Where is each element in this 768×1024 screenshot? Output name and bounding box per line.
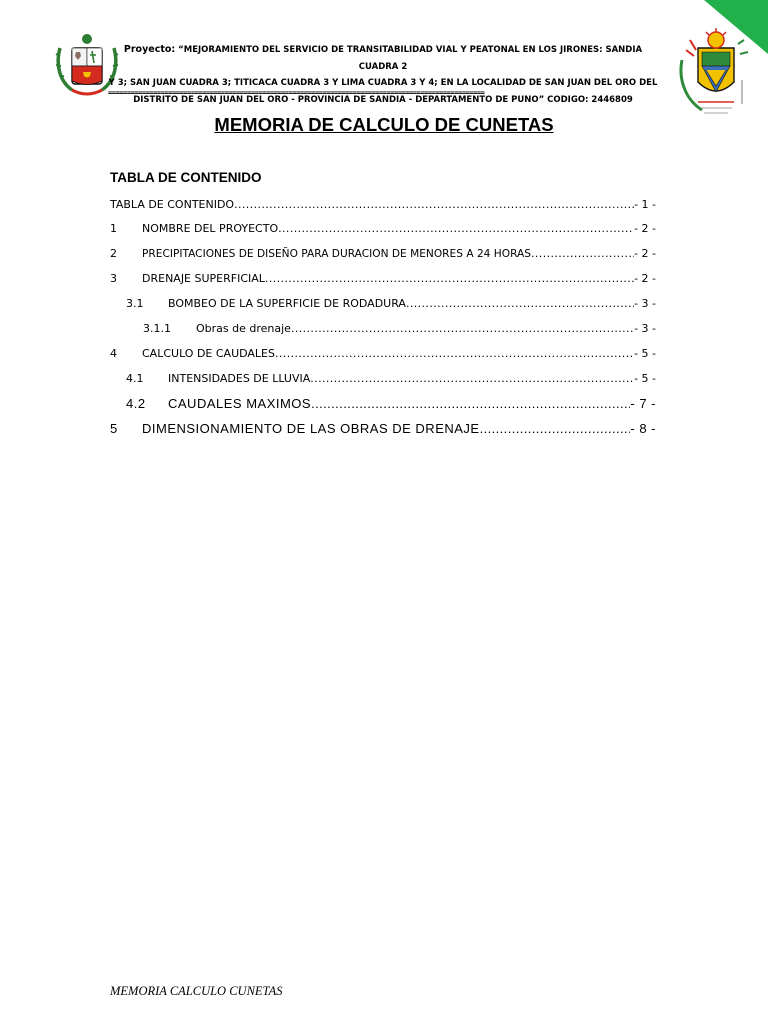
project-line-3: DISTRITO DE SAN JUAN DEL ORO - PROVINCIA DE SANDIA - DEPARTAMENTO DE PUNO” CODIGO: 2446809	[133, 94, 633, 105]
toc-entry-label: BOMBEO DE LA SUPERFICIE DE RODADURA	[168, 297, 406, 310]
toc-page-number: - 5 -	[634, 347, 656, 360]
toc-entry-number: 4	[110, 347, 117, 360]
toc-entry-label: INTENSIDADES DE LLUVIA	[168, 372, 311, 385]
toc-entry-label: CALCULO DE CAUDALES	[142, 347, 275, 360]
toc-entry-label: NOMBRE DEL PROYECTO	[142, 222, 279, 235]
toc-page-number: - 5 -	[634, 372, 656, 385]
toc-entry-calculo-de-caudales[interactable]	[110, 347, 656, 367]
dot-leader	[310, 372, 634, 385]
toc-page-number: - 3 -	[634, 297, 656, 310]
dot-leader	[234, 198, 634, 211]
toc-heading: TABLA DE CONTENIDO	[110, 170, 262, 185]
toc-entry-label: DIMENSIONAMIENTO DE LAS OBRAS DE DRENAJE	[142, 421, 480, 436]
toc-entry-number: 2	[110, 247, 117, 260]
toc-entry-intensidades-de-lluvia[interactable]	[126, 372, 656, 392]
project-line-1: “MEJORAMIENTO DEL SERVICIO DE TRANSITABILIDAD VIAL Y PEATONAL EN LOS JIRONES: SANDIA CUADRA 2	[178, 45, 643, 72]
dot-leader	[311, 396, 630, 411]
toc-page-number: - 8 -	[630, 421, 656, 436]
dot-leader	[291, 322, 634, 335]
toc-page-number: - 7 -	[630, 396, 656, 411]
dot-leader	[406, 297, 634, 310]
project-header	[108, 42, 658, 108]
toc-entry-number: 3.1	[126, 297, 144, 310]
municipality-seal-logo	[676, 20, 756, 120]
document-title: MEMORIA DE CALCULO DE CUNETAS	[214, 114, 554, 135]
project-label: Proyecto:	[123, 44, 176, 55]
toc-page-number: - 2 -	[634, 247, 656, 260]
toc-entry-number: 3.1.1	[143, 322, 171, 335]
toc-entry-label: CAUDALES MAXIMOS	[168, 396, 312, 411]
toc-entry-number: 4.1	[126, 372, 144, 385]
toc-page-number: - 2 -	[634, 222, 656, 235]
toc-entry-label: TABLA DE CONTENIDO	[110, 198, 235, 211]
toc-entry-bombeo[interactable]	[126, 297, 656, 317]
toc-entry-label: Obras de drenaje	[196, 322, 291, 335]
dot-leader	[480, 421, 631, 436]
toc-entry-label: DRENAJE SUPERFICIAL	[142, 272, 265, 285]
toc-entry-precipitaciones[interactable]	[110, 247, 656, 267]
toc-page-number: - 1 -	[634, 198, 656, 211]
toc-entry-nombre-del-proyecto[interactable]	[110, 222, 656, 242]
toc-entry-dimensionamiento[interactable]	[110, 421, 656, 441]
header-rule: ====================================================================================================	[108, 89, 485, 97]
dot-leader	[275, 347, 634, 360]
toc-entry-number: 4.2	[126, 396, 146, 411]
toc-page-number: - 3 -	[634, 322, 656, 335]
dot-leader	[531, 247, 634, 260]
toc-entry-number: 5	[110, 421, 118, 436]
page-footer: MEMORIA CALCULO CUNETAS	[110, 984, 283, 998]
toc-entry-number: 3	[110, 272, 117, 285]
toc-entry-tabla-de-contenido[interactable]	[110, 198, 656, 218]
project-line-2: Y 3; SAN JUAN CUADRA 3; TITICACA CUADRA 3 Y LIMA CUADRA 3 Y 4; EN LA LOCALIDAD DE SAN JUAN DEL ORO DEL	[108, 78, 658, 88]
dot-leader	[278, 222, 634, 235]
dot-leader	[265, 272, 634, 285]
toc-page-number: - 2 -	[634, 272, 656, 285]
toc-entry-caudales-maximos[interactable]	[126, 396, 656, 416]
toc-entry-obras-de-drenaje[interactable]	[143, 322, 656, 342]
toc-entry-number: 1	[110, 222, 117, 235]
toc-entry-drenaje-superficial[interactable]	[110, 272, 656, 292]
toc-entry-label: PRECIPITACIONES DE DISEÑO PARA DURACION DE MENORES A 24 HORAS	[142, 248, 531, 260]
